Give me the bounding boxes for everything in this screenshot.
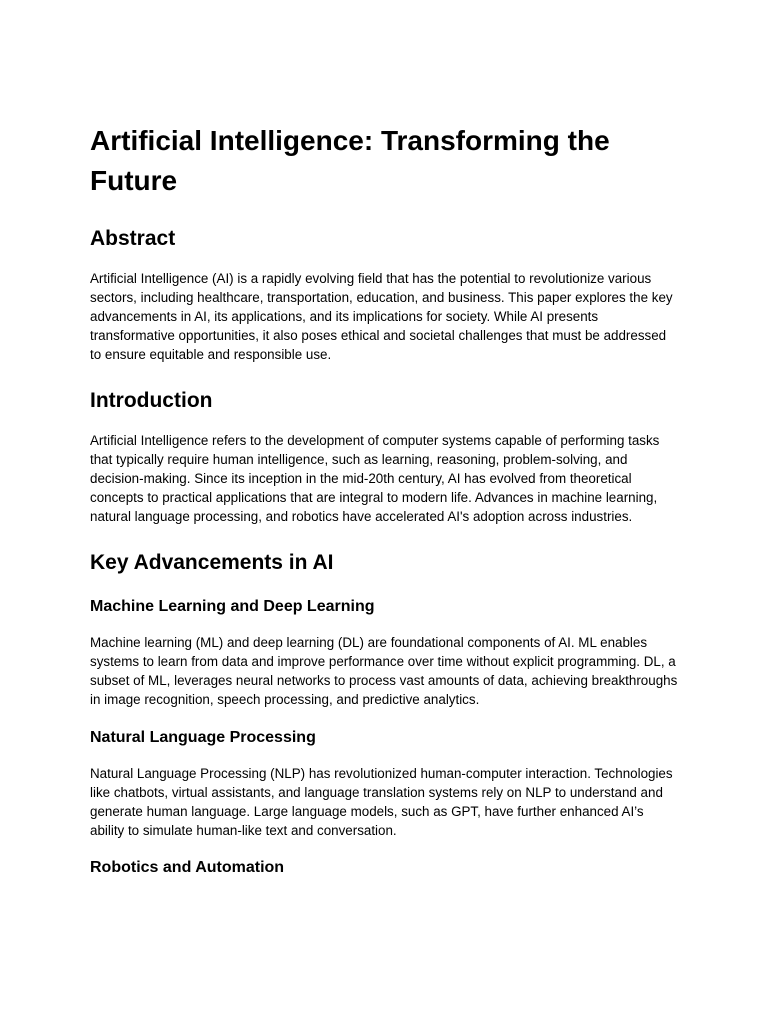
abstract-paragraph: Artificial Intelligence (AI) is a rapidly evolving field that has the potential to revolutionize various sectors, including healthcare, transportation, education, and business. This paper explores the key advancements in AI, its applications, and its implications for society. While AI presents transformative opportunities, it also poses ethical and societal challenges that must be addressed to ensure equitable and responsible use.: [90, 271, 673, 362]
subsection-heading-nlp: Natural Language Processing: [90, 729, 316, 746]
subsection-heading-machine-learning: Machine Learning and Deep Learning: [90, 598, 375, 615]
section-heading-key-advancements: Key Advancements in AI: [90, 551, 334, 574]
subsection-heading-robotics: Robotics and Automation: [90, 859, 285, 876]
document-title: Artificial Intelligence: Transforming the Future: [90, 125, 610, 196]
introduction-paragraph: Artificial Intelligence refers to the development of computer systems capable of performing tasks that typically require human intelligence, such as learning, reasoning, problem-solving, and decision-making. Since its inception in the mid-20th century, AI has evolved from theoretical concepts to practical applications that are integral to modern life. Advances in machine learning, natural language processing, and robotics have accelerated AI's adoption across industries.: [90, 433, 660, 524]
nlp-paragraph: Natural Language Processing (NLP) has revolutionized human-computer interaction. Technologies like chatbots, virtual assistants, and language translation systems rely on NLP to understand and generate human language. Large language models, such as GPT, have further enhanced AI’s ability to simulate human-like text and conversation.: [90, 766, 673, 838]
section-heading-abstract: Abstract: [90, 227, 176, 250]
section-heading-introduction: Introduction: [90, 389, 213, 412]
machine-learning-paragraph: Machine learning (ML) and deep learning (DL) are foundational components of AI. ML enables systems to learn from data and improve performance over time without explicit programming. DL, a subset of ML, leverages neural networks to process vast amounts of data, achieving breakthroughs in image recognition, speech processing, and predictive analytics.: [90, 635, 678, 707]
